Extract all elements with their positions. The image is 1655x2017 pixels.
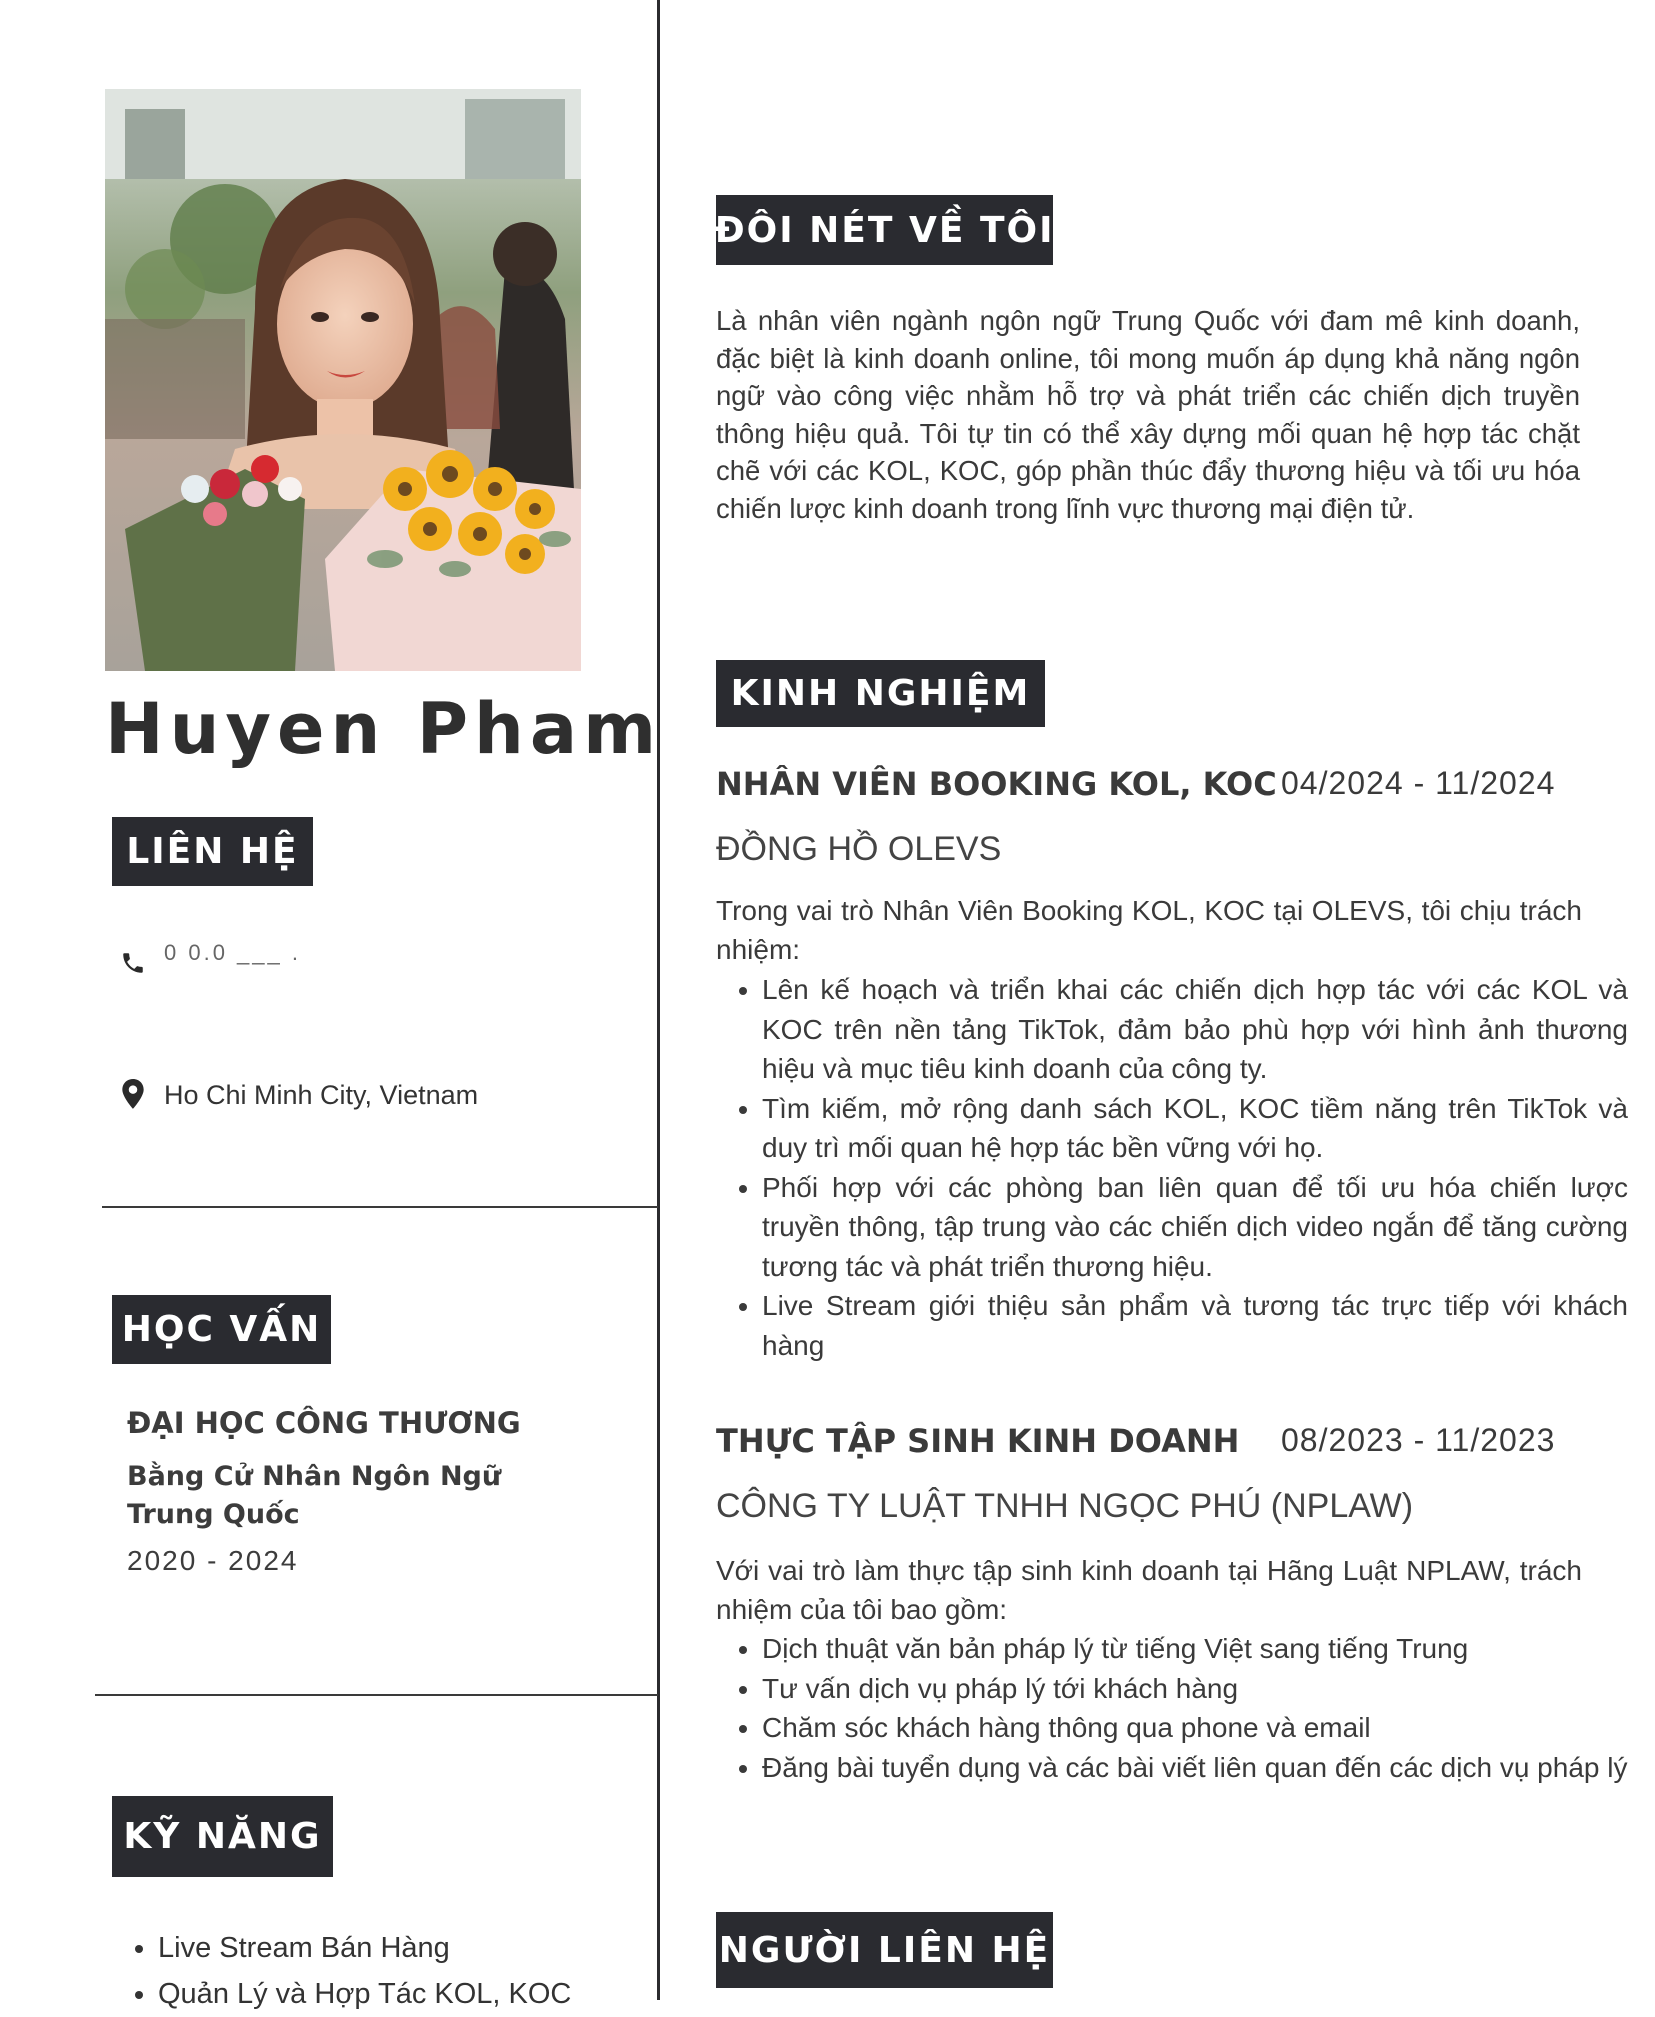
job-bullet: • Chăm sóc khách hàng thông qua phone và email (762, 1708, 1628, 1748)
job-dates: 08/2023 - 11/2023 (1281, 1422, 1556, 1458)
column-divider (657, 0, 660, 2000)
job-company: ĐỒNG HỒ OLEVS (716, 830, 1002, 868)
education-years: 2020 - 2024 (127, 1545, 299, 1576)
job-bullet: • Tư vấn dịch vụ pháp lý tới khách hàng (762, 1669, 1628, 1709)
about-heading: ĐÔI NÉT VỀ TÔI (716, 195, 1053, 265)
skill-item: • Live Stream Bán Hàng (158, 1925, 571, 1971)
job-bullet: • Đăng bài tuyển dụng và các bài viết liên quan đến các dịch vụ pháp lý (762, 1748, 1628, 1788)
job-company: CÔNG TY LUẬT TNHH NGỌC PHÚ (NPLAW) (716, 1487, 1414, 1525)
section-divider (102, 1206, 658, 1208)
skills-heading: KỸ NĂNG (112, 1796, 333, 1877)
job-title: THỰC TẬP SINH KINH DOANH (716, 1422, 1240, 1460)
about-text: Là nhân viên ngành ngôn ngữ Trung Quốc với đam mê kinh doanh, đặc biệt là kinh doanh online, tôi mong muốn áp dụng khả năng ngôn ngữ vào công việc nhằm hỗ trợ và phát triển các chiến dịch truyền thông hiệu quả. Tôi tự tin có thể xây dựng mối quan hệ hợp tác chặt chẽ với các KOL, KOC, góp phần thúc đẩy thương hiệu và tối ưu hóa chiến lược kinh doanh trong lĩnh vực thương mại điện tử. (716, 305, 1580, 524)
contact-heading: LIÊN HỆ (112, 817, 313, 886)
phone-number[interactable]: 0 0.0 ___ . (164, 940, 301, 965)
job-bullet: • Tìm kiếm, mở rộng danh sách KOL, KOC tiềm năng trên TikTok và duy trì mối quan hệ hợp tác bền vững với họ. (762, 1089, 1628, 1168)
education-heading: HỌC VẤN (112, 1295, 331, 1364)
skills-list (118, 1925, 571, 2017)
phone-row (120, 940, 301, 976)
job-bullet: • Lên kế hoạch và triển khai các chiến dịch hợp tác với các KOL và KOC trên nền tảng TikTok, đảm bảo phù hợp với hình ảnh thương hiệu và mục tiêu kinh doanh của công ty. (762, 970, 1628, 1089)
phone-icon (120, 950, 146, 976)
education-degree: Bằng Cử Nhân Ngôn Ngữ Trung Quốc (127, 1461, 502, 1530)
skill-item: • Quản Lý và Hợp Tác KOL, KOC (158, 1971, 571, 2017)
profile-name: Huyen Pham (105, 688, 663, 770)
job-bullets (716, 1629, 1628, 1787)
job-intro: Với vai trò làm thực tập sinh kinh doanh tại Hãng Luật NPLAW, trách nhiệm của tôi bao gồm: (716, 1555, 1582, 1625)
job-title: NHÂN VIÊN BOOKING KOL, KOC (716, 765, 1277, 803)
location-pin-icon (120, 1079, 146, 1111)
education-school: ĐẠI HỌC CÔNG THƯƠNG (127, 1406, 521, 1440)
experience-heading: KINH NGHIỆM (716, 660, 1045, 727)
job-dates: 04/2024 - 11/2024 (1281, 765, 1556, 801)
job-intro: Trong vai trò Nhân Viên Booking KOL, KOC tại OLEVS, tôi chịu trách nhiệm: (716, 895, 1582, 965)
profile-photo (105, 89, 581, 671)
location-text: Ho Chi Minh City, Vietnam (164, 1079, 479, 1110)
references-heading: NGƯỜI LIÊN HỆ (716, 1912, 1053, 1988)
section-divider (95, 1694, 658, 1696)
location-row (120, 1079, 478, 1111)
job-bullet: • Live Stream giới thiệu sản phẩm và tương tác trực tiếp với khách hàng (762, 1286, 1628, 1365)
job-bullet: • Phối hợp với các phòng ban liên quan để tối ưu hóa chiến lược truyền thông, tập trung vào các chiến dịch video ngắn để tăng cường tương tác và phát triển thương hiệu. (762, 1168, 1628, 1287)
job-bullets (716, 970, 1628, 1365)
job-bullet: • Dịch thuật văn bản pháp lý từ tiếng Việt sang tiếng Trung (762, 1629, 1628, 1669)
